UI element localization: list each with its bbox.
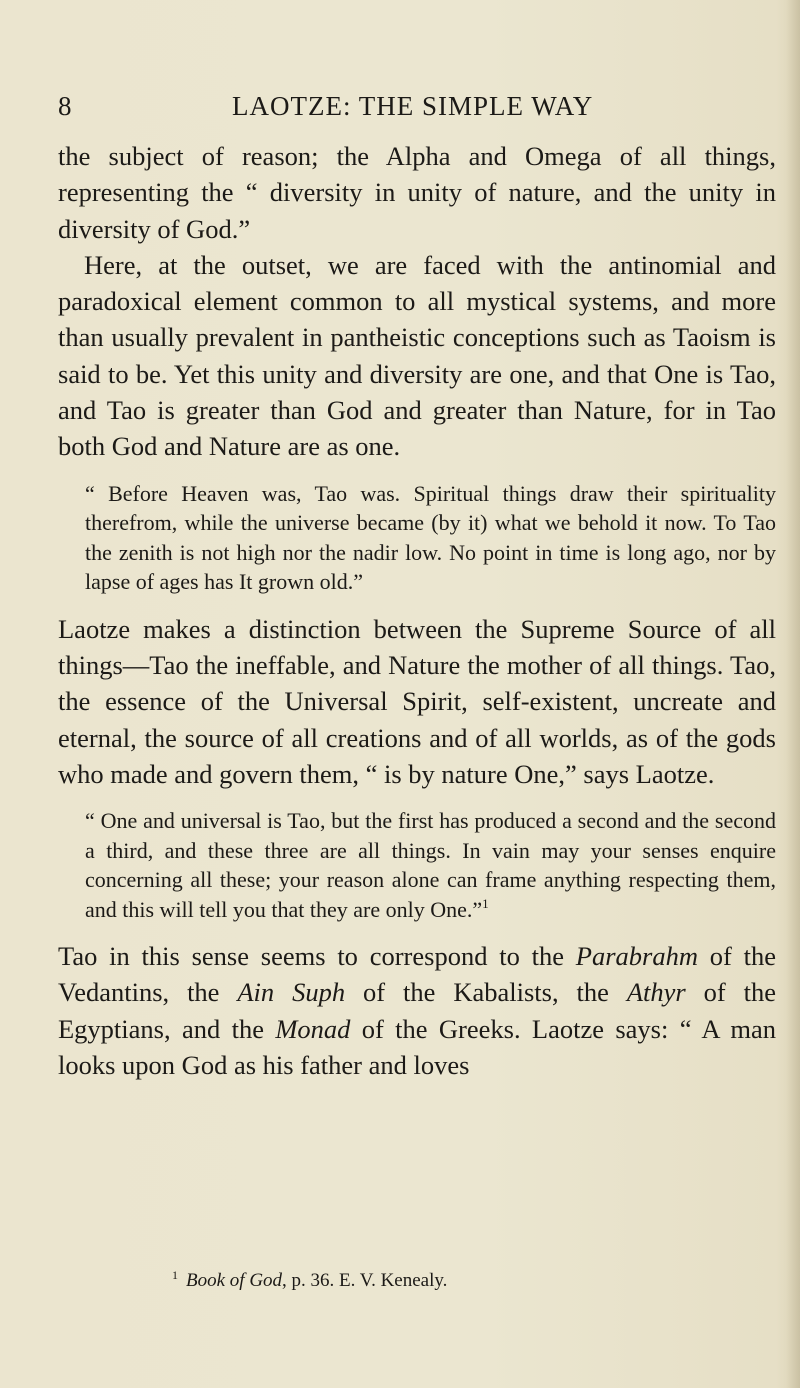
paragraph-2: Here, at the outset, we are faced with the antinomial and paradoxical element common to all mystical systems, and more than usually prevalent in pantheistic conceptions such as Taoism is said to be. Yet this unity and diversity are one, and that One is Tao, and Tao is greater than God and greater than Nature, for in Tao both God and Nature are as one. — [58, 249, 776, 462]
running-head — [58, 91, 698, 131]
page-edge-shadow — [786, 0, 800, 1388]
body-text — [58, 138, 776, 1083]
paragraph-1: the subject of reason; the Alpha and Omega of all things, representing the “ diversity in unity of nature, and the unity in diversity of God.” — [58, 141, 776, 244]
term-athyr: Athyr — [626, 977, 686, 1008]
block-quote-2 — [85, 806, 776, 924]
footnote-reference: 1 — [482, 895, 489, 911]
term-ain-suph: Ain Suph — [237, 977, 346, 1008]
paragraph-4-text-1: Tao in this sense seems to correspond to the — [58, 941, 576, 972]
term-parabrahm: Parabrahm — [575, 941, 698, 972]
block-quote-1: “ Before Heaven was, Tao was. Spiritual things draw their spirituality therefrom, while the universe became (by it) what we behold it now. To Tao the zenith is not high nor the nadir low. No point in time is long ago, nor by lapse of ages has It grown old.” — [85, 480, 776, 595]
term-monad: Monad — [275, 1013, 351, 1044]
footnote — [172, 1268, 447, 1292]
running-head-title: LAOTZE: THE SIMPLE WAY — [232, 91, 594, 121]
page-number: 8 — [58, 91, 73, 121]
paragraph-4 — [58, 938, 776, 1083]
footnote-mark: 1 — [172, 1268, 178, 1282]
paragraph-3: Laotze makes a distinction between the Supreme Source of all things—Tao the ineffable, and Nature the mother of all things. Tao, the essence of the Universal Spirit, self-existent, uncreate and eternal, the source of all creations and of all worlds, as of the gods who made and govern them, “ is by nature One,” says Laotze. — [58, 613, 776, 789]
paragraph-4-text-3: of the Kabalists, the — [345, 977, 627, 1008]
paragraph-4-text-2: of the Vedantins, the — [58, 941, 776, 1008]
paragraph-4-text-4: of the Egyptians, and the — [58, 977, 777, 1044]
footnote-citation: , p. 36. E. V. Kenealy. — [282, 1270, 448, 1291]
footnote-book-title: Book of God — [186, 1270, 283, 1291]
block-quote-2-text: “ One and universal is Tao, but the first has produced a second and the second a third, and these three are all things. In vain may your senses enquire concerning all these; your reason alone can frame anything respecting them, and this will tell you that they are only One.” — [85, 808, 776, 922]
paragraph-4-text-5: of the Greeks. Laotze says: “ A man looks upon God as his father and loves — [58, 1013, 777, 1081]
